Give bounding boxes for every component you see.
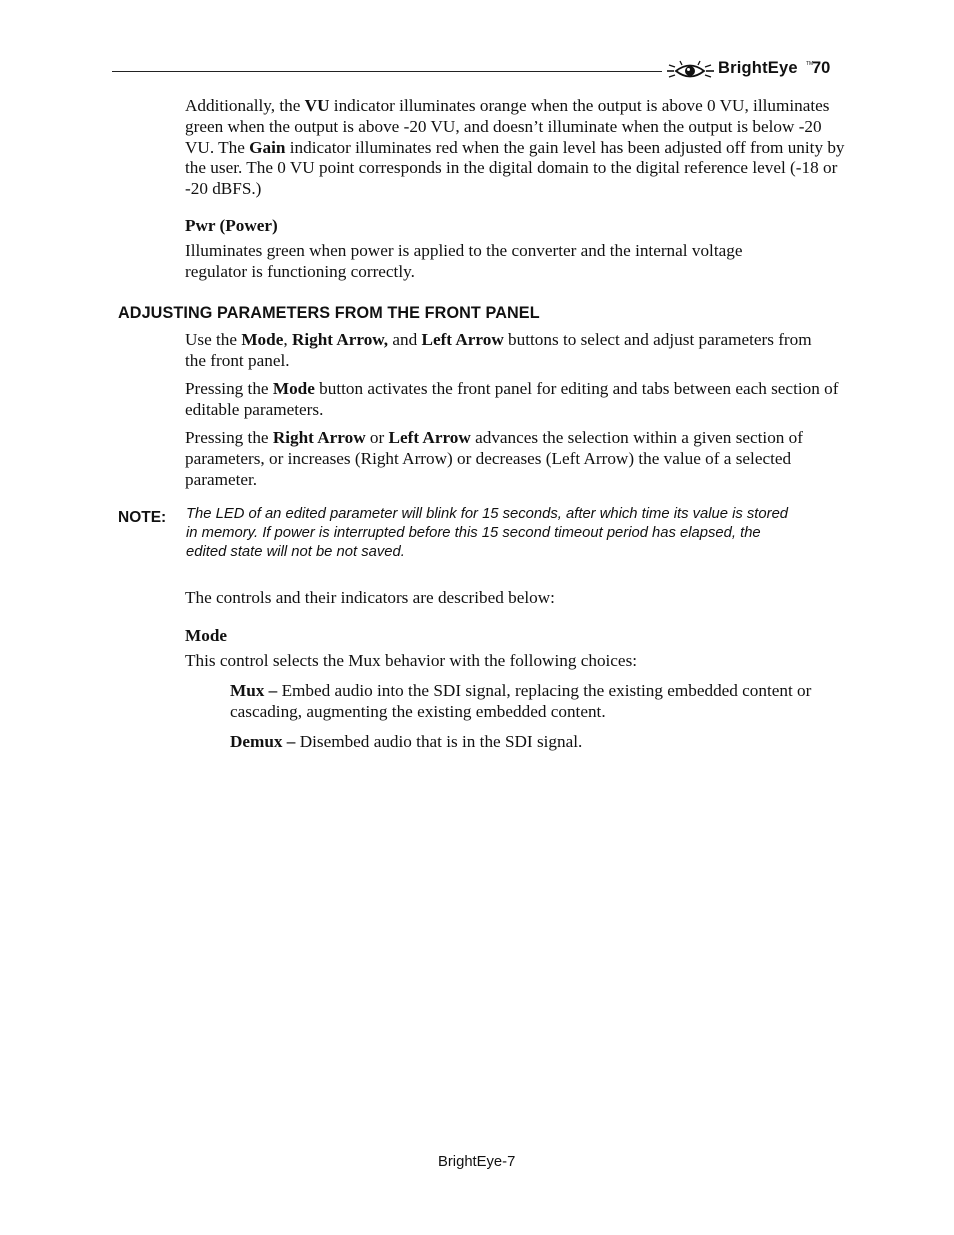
text-span: , — [283, 330, 292, 349]
text-span: or — [365, 428, 389, 447]
text-span: advances the selection within a given section of parameters, or increases (Right Arrow) or decreases (Left Arrow) the value of a selected parameter. — [185, 428, 803, 489]
mode-heading: Mode — [185, 626, 228, 645]
intro-text-1: Additionally, the — [185, 96, 305, 115]
right-arrow-term: Right Arrow — [272, 428, 366, 447]
text-span: Pressing the — [185, 379, 273, 398]
brighteye-logo — [666, 59, 838, 83]
logo-model-number: 70 — [812, 59, 831, 77]
intro-text-2: indicator illuminates orange when the output is above 0 VU, illuminates green when the output is above -20 VU, and doesn’t illuminate when the output is below -20 VU. The — [185, 96, 830, 157]
eye-logo-icon — [666, 59, 716, 83]
mux-label: Mux – — [230, 681, 278, 700]
text-span: and — [388, 330, 422, 349]
intro-paragraph — [185, 96, 845, 200]
section-heading-adjusting: ADJUSTING PARAMETERS FROM THE FRONT PANEL — [118, 304, 540, 322]
demux-item — [230, 732, 830, 753]
text-span: Pressing the — [185, 428, 273, 447]
adjusting-paragraph-3 — [185, 428, 845, 490]
vu-term: VU — [304, 96, 330, 115]
adjusting-paragraph-1 — [185, 330, 815, 372]
note-label: NOTE: — [118, 509, 167, 526]
text-span: Use the — [185, 330, 242, 349]
header-rule — [112, 71, 662, 72]
left-arrow-term: Left Arrow — [421, 330, 504, 349]
intro-text-3: indicator illuminates red when the gain level has been adjusted off from unity by the user. The 0 VU point corresponds in the digital domain to the digital reference level (-18 or -20 dBFS.) — [185, 137, 845, 199]
controls-intro: The controls and their indicators are described below: — [185, 588, 555, 607]
mode-description: This control selects the Mux behavior with the following choices: — [185, 651, 638, 670]
mux-description: Embed audio into the SDI signal, replacing the existing embedded content or cascading, augmenting the existing embedded content. — [230, 681, 812, 721]
left-arrow-term: Left Arrow — [388, 428, 471, 447]
right-arrow-term: Right Arrow, — [291, 330, 389, 349]
logo-wordmark: BrightEye — [718, 59, 798, 77]
page-number: BrightEye-7 — [438, 1154, 516, 1170]
pwr-description: Illuminates green when power is applied to the converter and the internal voltage regulator is functioning correctly. — [185, 241, 743, 281]
gain-term: Gain — [249, 137, 286, 157]
text-span: buttons to select and adjust parameters from the front panel. — [185, 330, 812, 370]
demux-description: Disembed audio that is in the SDI signal. — [295, 732, 583, 751]
mode-term: Mode — [272, 379, 315, 398]
pwr-heading: Pwr (Power) — [185, 216, 278, 235]
text-span: button activates the front panel for editing and tabs between each section of editable parameters. — [185, 379, 839, 419]
demux-label: Demux – — [230, 732, 296, 751]
mux-item — [230, 681, 830, 723]
mode-term: Mode — [241, 330, 284, 349]
logo-trademark: TM — [806, 61, 814, 67]
adjusting-paragraph-2 — [185, 379, 845, 421]
note-text: The LED of an edited parameter will blink for 15 seconds, after which time its value is stored in memory. If power is interrupted before this 15 second timeout period has elapsed, the edited state will not be not saved. — [186, 506, 789, 561]
